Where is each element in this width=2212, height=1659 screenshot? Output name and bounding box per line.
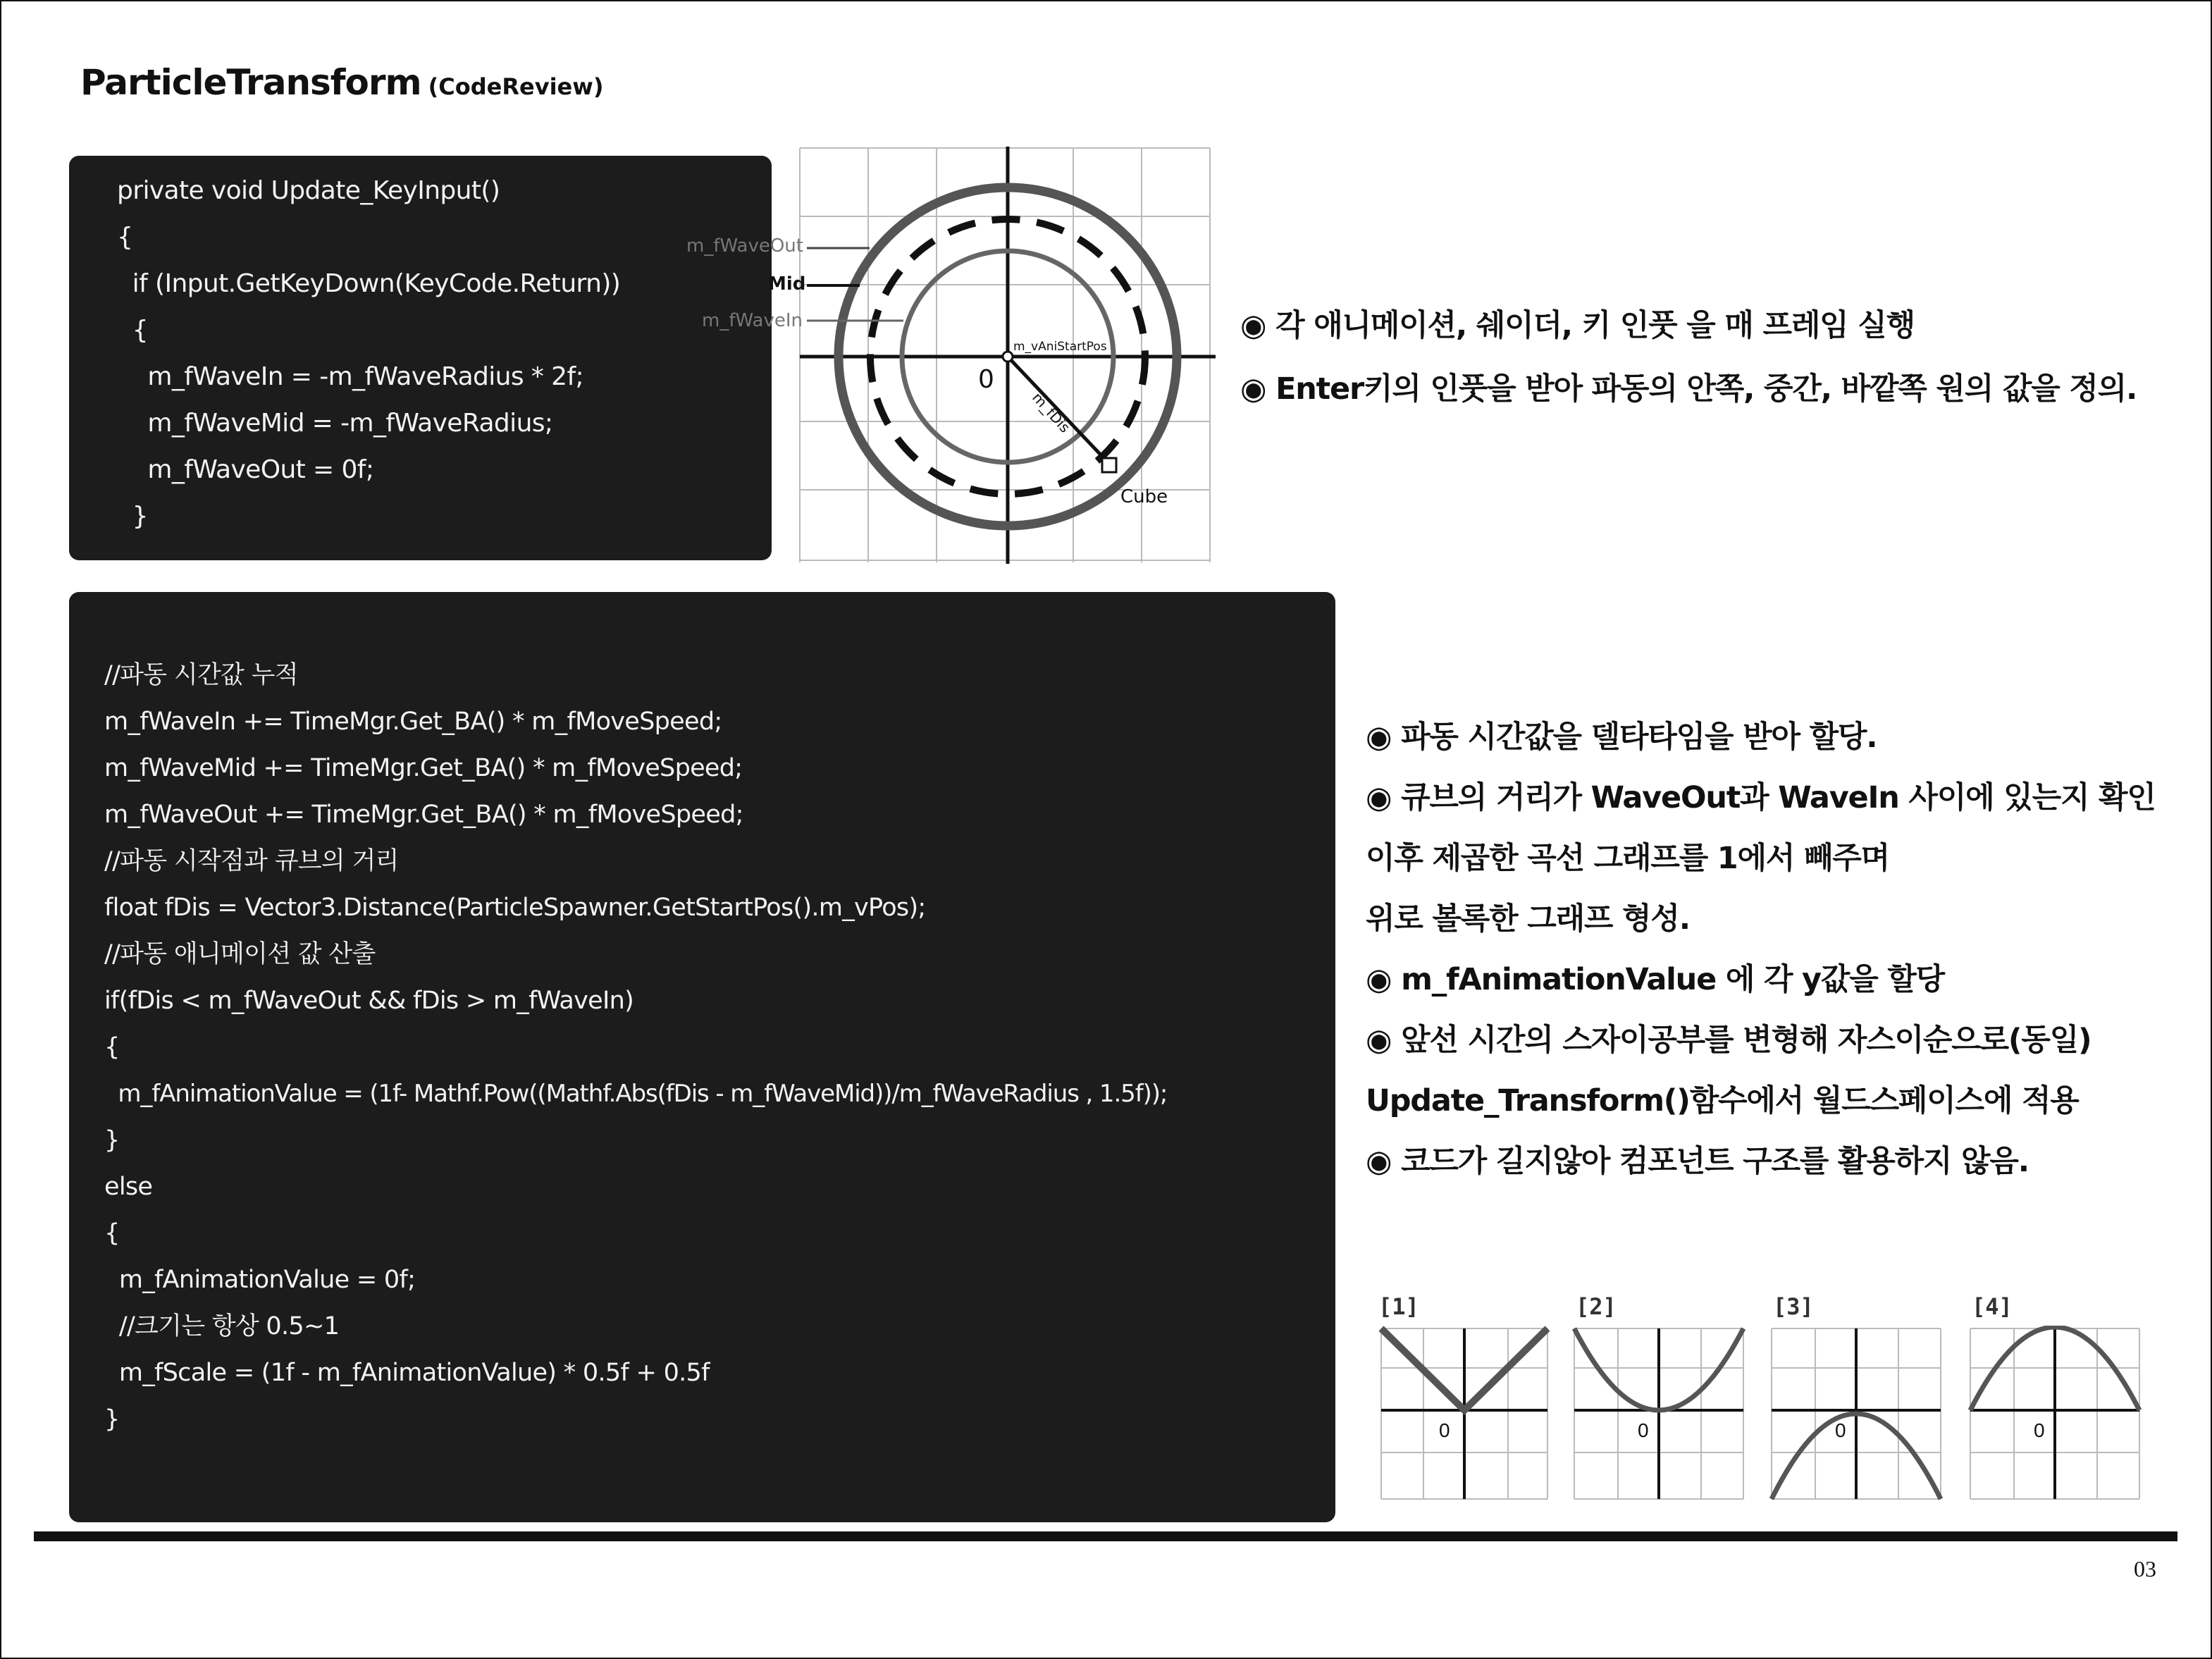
svg-text:0: 0	[1835, 1419, 1846, 1441]
bullet-text: 위로 볼록한 그래프 형성.	[1366, 901, 1690, 937]
code-line: float fDis = Vector3.Distance(ParticleSpawner.GetStartPos().m_vPos);	[104, 894, 926, 922]
graph-3	[1769, 1293, 1945, 1505]
graph-4	[1967, 1293, 2144, 1505]
graph-label: [3]	[1773, 1293, 1814, 1320]
graph-2	[1571, 1293, 1748, 1505]
svg-text:0: 0	[1439, 1419, 1450, 1441]
bullet-text: ◉ 코드가 길지않아 컴포넌트 구조를 활용하지 않음.	[1366, 1144, 2029, 1179]
code-line: //파동 애니메이션 값 산출	[104, 940, 376, 968]
graph-label: [4]	[1972, 1293, 2013, 1320]
page-number: 03	[2134, 1556, 2156, 1581]
code-line: private void Update_KeyInput()	[117, 176, 500, 205]
code-line: {	[117, 223, 133, 252]
code-line: }	[117, 502, 148, 531]
bullet-text: 이후 제곱한 곡선 그래프를 1에서 빼주며	[1366, 841, 1889, 876]
bullet-text: Update_Transform()함수에서 월드스페이스에 적용	[1366, 1083, 2079, 1118]
code-line: if(fDis < m_fWaveOut && fDis > m_fWaveIn)	[104, 987, 634, 1015]
curve-graphs	[1374, 1293, 2149, 1505]
code-line: //파동 시간값 누적	[104, 661, 298, 689]
code-line: m_fWaveIn = -m_fWaveRadius * 2f;	[117, 362, 584, 391]
label-origin: 0	[978, 365, 994, 394]
label-wave-in: m_fWaveIn	[702, 310, 803, 331]
code-line: m_fWaveMid = -m_fWaveRadius;	[117, 409, 553, 438]
start-pos-marker	[1003, 352, 1013, 362]
svg-text:0: 0	[2034, 1419, 2045, 1441]
bullet-text: ◉ Enter키의 인풋을 받아 파동의 안쪽, 중간, 바깥쪽 원의 값을 정의.	[1240, 371, 2137, 407]
bullet-text: ◉ m_fAnimationValue 에 각 y값을 할당	[1366, 962, 1945, 997]
svg-text:0: 0	[1638, 1419, 1649, 1441]
label-start-pos: m_vAniStartPos	[1013, 340, 1107, 354]
code-line: m_fWaveOut = 0f;	[117, 455, 374, 484]
bullet-text: ◉ 각 애니메이션, 쉐이더, 키 인풋 을 매 프레임 실행	[1240, 308, 1915, 343]
code-line: {	[104, 1219, 120, 1247]
code-block-keyinput	[69, 156, 772, 560]
code-line: m_fWaveIn += TimeMgr.Get_BA() * m_fMoveSpeed;	[104, 708, 722, 736]
code-line: }	[104, 1126, 120, 1154]
code-line: m_fWaveOut += TimeMgr.Get_BA() * m_fMoveSpeed;	[104, 801, 743, 829]
code-line: m_fAnimationValue = 0f;	[104, 1266, 416, 1294]
bullet-text: ◉ 파동 시간값을 델타타임을 받아 할당.	[1366, 720, 1877, 755]
code-line: if (Input.GetKeyDown(KeyCode.Return))	[117, 269, 621, 298]
code-line: else	[104, 1173, 153, 1201]
code-line: //크기는 항상 0.5~1	[104, 1312, 340, 1340]
wave-circle-diagram	[676, 141, 1223, 571]
label-cube: Cube	[1120, 486, 1168, 507]
graph-label: [1]	[1378, 1293, 1419, 1320]
code-line: m_fAnimationValue = (1f- Mathf.Pow((Mathf.Abs(fDis - m_fWaveMid))/m_fWaveRadius , 1.5f));	[104, 1080, 1168, 1108]
code-line: {	[104, 1033, 120, 1061]
label-wave-mid: Mid	[768, 273, 806, 295]
code-line: m_fScale = (1f - m_fAnimationValue) * 0.5f + 0.5f	[104, 1359, 710, 1387]
bullet-text: ◉ 앞선 시간의 스자이공부를 변형해 자스이순으로(동일)	[1366, 1023, 2091, 1058]
code-line: //파동 시작점과 큐브의 거리	[104, 847, 399, 875]
page-title	[80, 62, 603, 103]
label-distance: m_fDis	[1029, 389, 1074, 436]
title-main: ParticleTransform	[80, 62, 421, 103]
footer-divider	[34, 1531, 2177, 1541]
code-line: {	[117, 316, 148, 345]
title-subtitle: (CodeReview)	[428, 73, 604, 100]
code-block-wave-update	[69, 592, 1335, 1522]
cube-marker	[1102, 458, 1116, 472]
label-wave-out: m_fWaveOut	[686, 235, 803, 257]
code-line: }	[104, 1405, 120, 1433]
bullet-text: ◉ 큐브의 거리가 WaveOut과 WaveIn 사이에 있는지 확인	[1366, 780, 2156, 815]
code-line: m_fWaveMid += TimeMgr.Get_BA() * m_fMoveSpeed;	[104, 754, 743, 782]
graph-1	[1374, 1293, 1550, 1505]
graph-label: [2]	[1576, 1293, 1617, 1320]
